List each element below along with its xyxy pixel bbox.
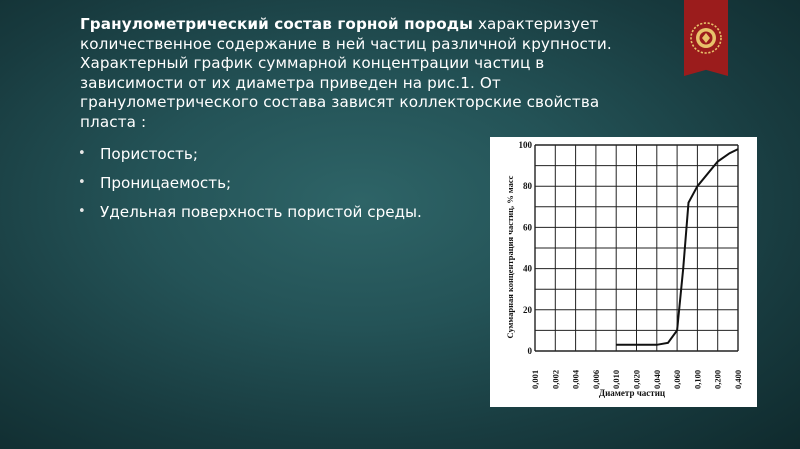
x-tick-label: 0,001 (530, 369, 540, 389)
y-tick-label: 0 (527, 346, 532, 356)
x-tick-label: 0,100 (692, 369, 703, 389)
y-tick-label: 80 (523, 181, 532, 192)
y-tick-label: 100 (518, 140, 532, 150)
y-tick-label: 40 (523, 263, 532, 274)
intro-line-5: гранулометрического состава зависят коллекторские свойства (80, 93, 600, 112)
y-tick-label: 20 (523, 304, 532, 315)
bullet-item-surface (76, 201, 422, 230)
intro-line-2: количественное содержание в ней частиц различной крупности. (80, 34, 612, 53)
intro-line-6: пласта : (80, 112, 147, 131)
x-tick-label: 0,002 (550, 369, 561, 389)
x-tick-label: 0,400 (733, 369, 743, 389)
intro-line-1: характеризует (473, 15, 599, 33)
x-tick-label: 0,010 (611, 369, 622, 389)
figure-card (490, 137, 757, 407)
bullet-dot-icon: • (78, 175, 86, 190)
bullet-label: Проницаемость; (100, 174, 232, 192)
title-bold-text: Гранулометрический состав горной породы (80, 15, 474, 33)
x-tick-label: 0,004 (570, 369, 581, 389)
bullet-label: Пористость; (100, 145, 198, 163)
bullet-item-porosity (76, 143, 422, 172)
intro-paragraph (80, 15, 680, 133)
y-tick-label: 60 (523, 222, 532, 233)
wreath-emblem-icon (688, 20, 724, 56)
intro-line-4: зависимости от их диаметра приведен на рис.1. От (80, 73, 501, 92)
x-tick-label: 0,020 (631, 369, 642, 389)
y-axis-label: Суммарная концентрация частиц, % масс (505, 175, 515, 339)
bullet-label: Удельная поверхность пористой среды. (100, 203, 422, 221)
x-tick-label: 0,040 (651, 369, 662, 389)
x-tick-label: 0,006 (590, 369, 601, 389)
x-tick-label: 0,200 (712, 369, 723, 389)
x-tick-label: 0,060 (672, 369, 683, 389)
intro-line-3: Характерный график суммарной концентрации частиц в (80, 54, 545, 73)
granulometric-chart (490, 137, 757, 407)
bullet-dot-icon: • (78, 146, 86, 161)
bullet-item-permeability (76, 172, 422, 201)
bullet-list (76, 143, 422, 230)
emblem-ribbon (684, 0, 728, 76)
bullet-dot-icon: • (78, 204, 86, 219)
x-axis-label: Диаметр частиц (598, 388, 666, 398)
